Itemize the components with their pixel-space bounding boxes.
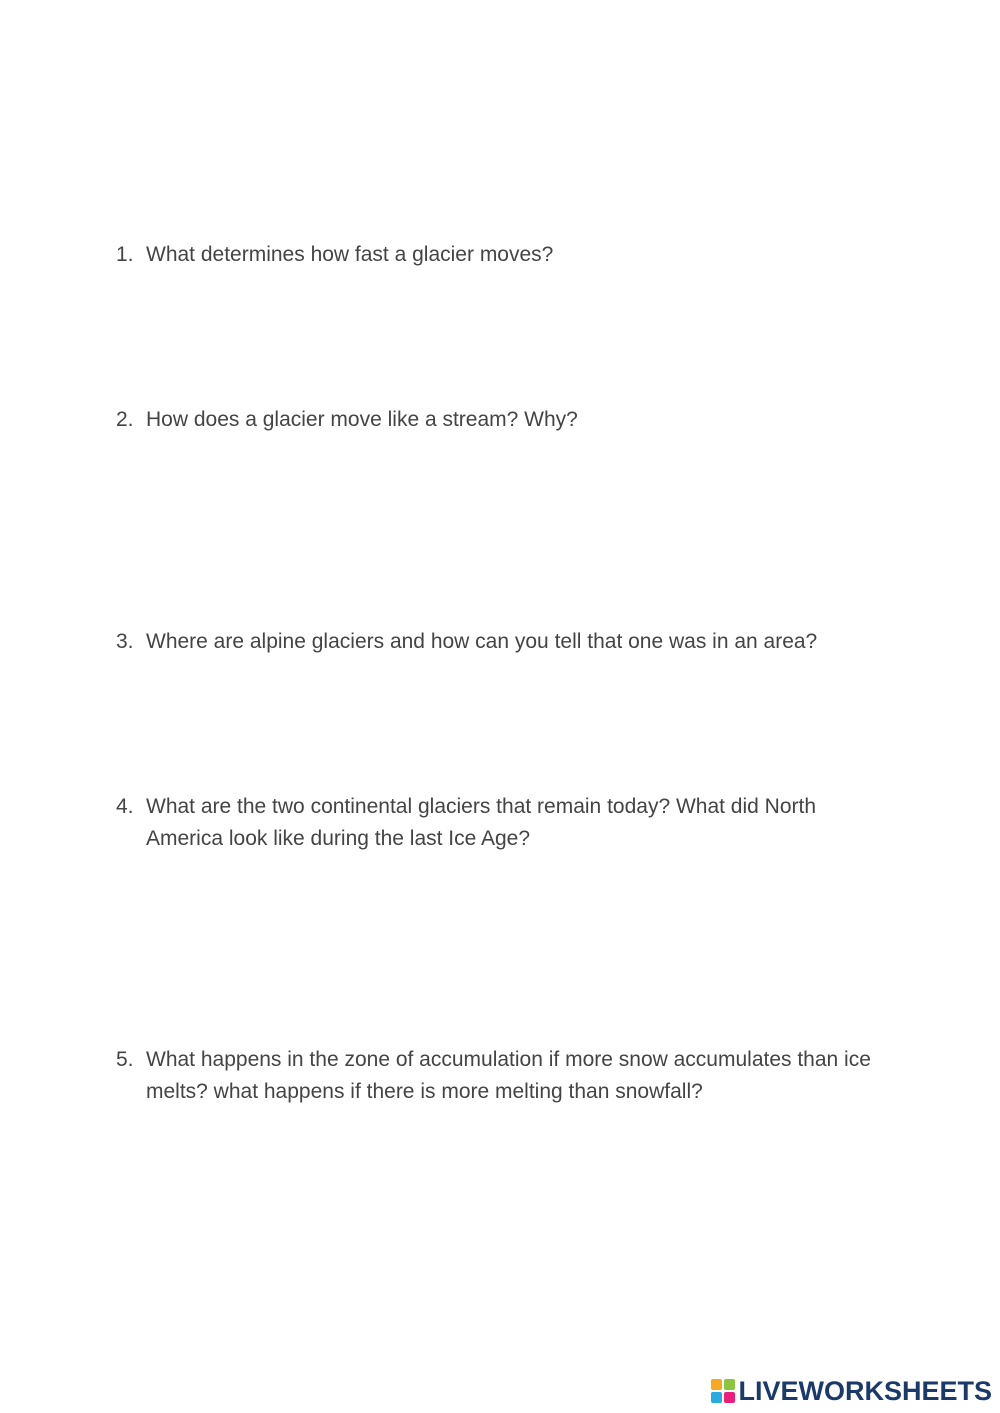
question-1 bbox=[116, 239, 896, 271]
question-number: 3. bbox=[116, 630, 134, 653]
question-text: How does a glacier move like a stream? Why? bbox=[146, 408, 578, 431]
question-text: What determines how fast a glacier moves? bbox=[146, 243, 554, 266]
liveworksheets-logo-icon bbox=[711, 1379, 735, 1403]
question-text: What are the two continental glaciers that remain today? What did North America look like during the last Ice Age? bbox=[146, 795, 817, 850]
question-text: What happens in the zone of accumulation if more snow accumulates than ice melts? what happens if there is more melting than snowfall? bbox=[146, 1048, 871, 1103]
liveworksheets-logo bbox=[711, 1377, 992, 1405]
question-2 bbox=[116, 404, 896, 436]
question-4 bbox=[116, 791, 896, 855]
question-number: 4. bbox=[116, 795, 134, 818]
logo-text: LIVEWORKSHEETS bbox=[738, 1375, 992, 1406]
question-number: 1. bbox=[116, 243, 134, 266]
question-5 bbox=[116, 1044, 896, 1108]
question-3 bbox=[116, 626, 896, 658]
question-number: 2. bbox=[116, 408, 134, 431]
question-number: 5. bbox=[116, 1048, 134, 1071]
question-text: Where are alpine glaciers and how can you tell that one was in an area? bbox=[146, 630, 818, 653]
